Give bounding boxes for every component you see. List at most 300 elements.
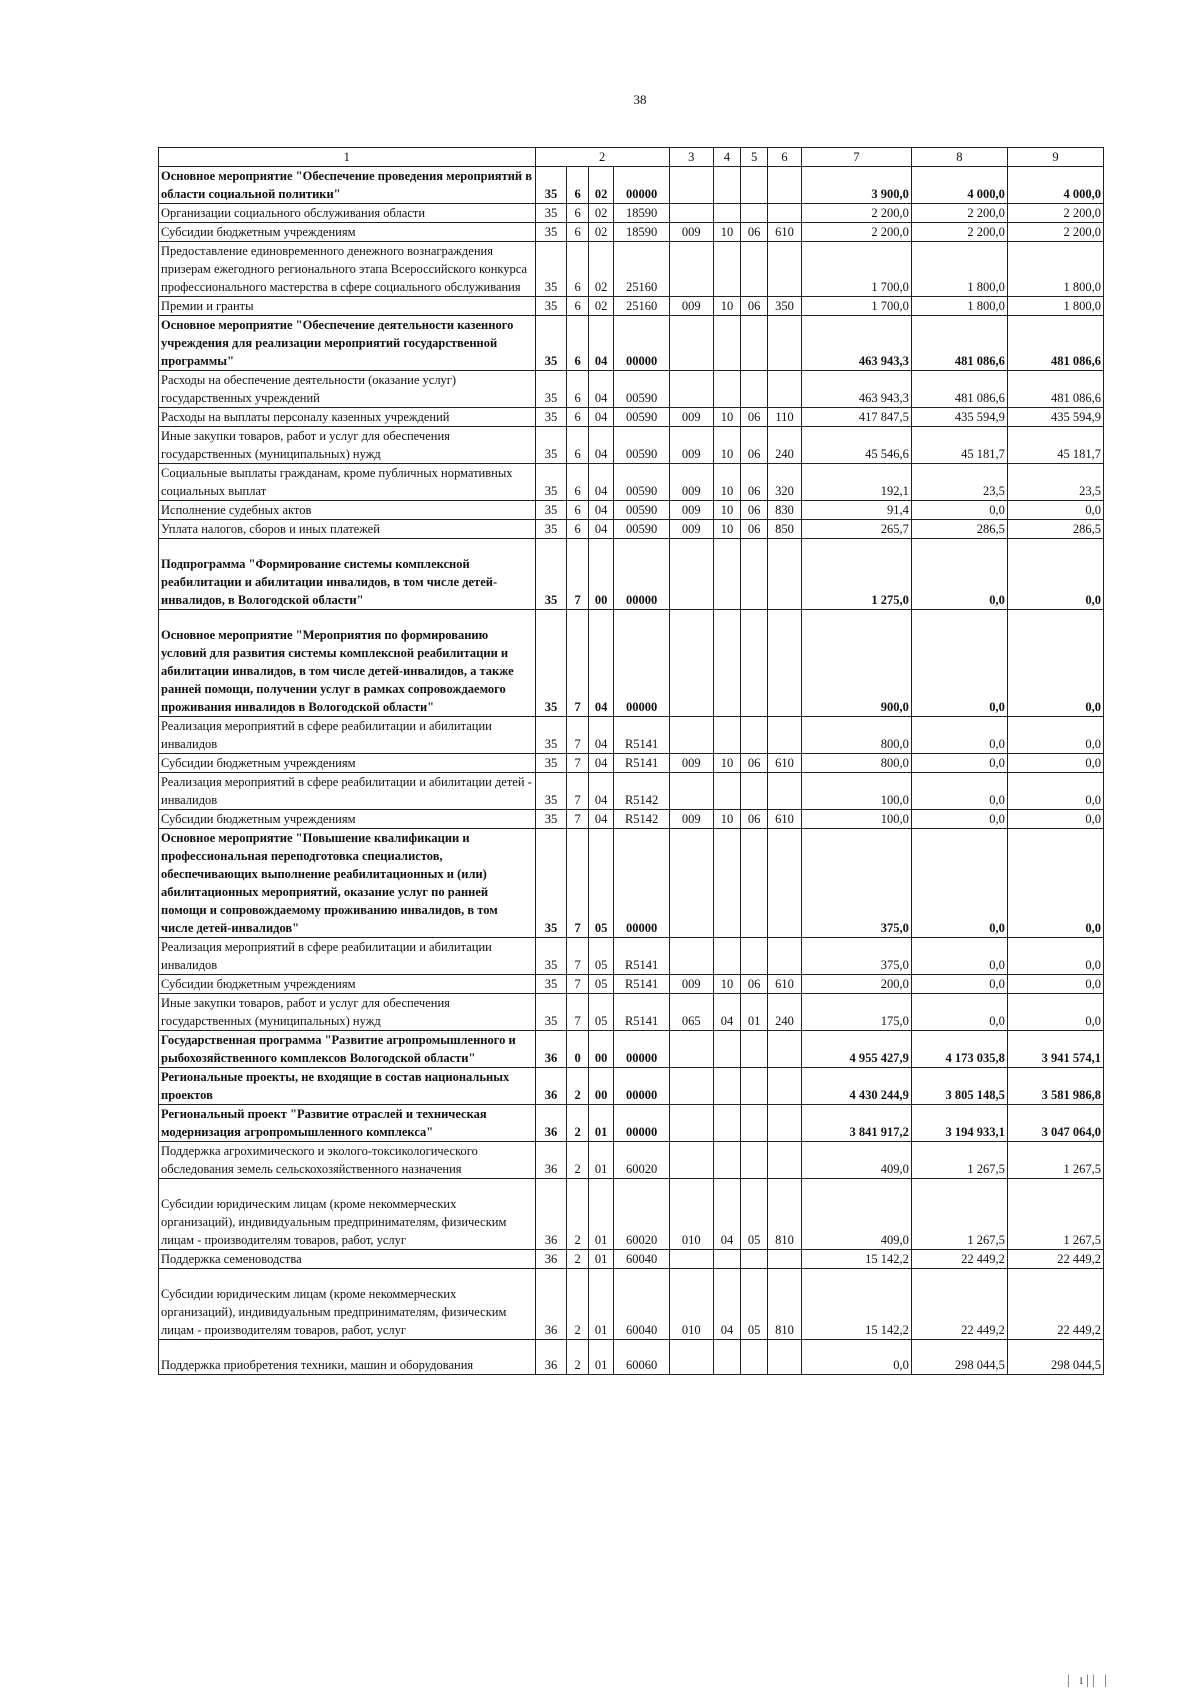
subsection-code-cell: 06 bbox=[741, 408, 768, 427]
section-code-cell: 10 bbox=[713, 810, 741, 829]
item-name-cell: Реализация мероприятий в сфере реабилитации и абилитации инвалидов bbox=[159, 717, 536, 754]
item-name-cell: Иные закупки товаров, работ и услуг для обеспечения государственных (муниципальных) нужд bbox=[159, 427, 536, 464]
subsection-code-cell bbox=[741, 204, 768, 223]
amount-col9-cell: 0,0 bbox=[1007, 938, 1103, 975]
expense-type-cell: 830 bbox=[767, 501, 801, 520]
amount-col9-cell: 0,0 bbox=[1007, 994, 1103, 1031]
item-name-cell: Субсидии юридическим лицам (кроме некоммерческих организаций), индивидуальным предпринимателям, физическим лицам - производителям товаров, работ, услуг bbox=[159, 1269, 536, 1340]
code-program-cell: 35 bbox=[535, 773, 567, 810]
expense-type-cell bbox=[767, 1105, 801, 1142]
item-name-cell: Основное мероприятие "Повышение квалификации и профессиональная переподготовка специалистов, обеспечивающих выполнение реабилитационных и (или) абилитационных мероприятий, оказание услуг по ранней помощи и сопровождаемому проживанию инвалидов, в том числе детей-инвалидов" bbox=[159, 829, 536, 938]
amount-col9-cell: 1 800,0 bbox=[1007, 297, 1103, 316]
table-row bbox=[159, 539, 1104, 610]
amount-col7-cell: 4 955 427,9 bbox=[802, 1031, 912, 1068]
amount-col8-cell: 0,0 bbox=[911, 773, 1007, 810]
code-direction-cell: 60020 bbox=[614, 1179, 669, 1250]
table-row bbox=[159, 1250, 1104, 1269]
code-program-cell: 36 bbox=[535, 1250, 567, 1269]
section-code-cell bbox=[713, 1031, 741, 1068]
item-name-cell: Государственная программа "Развитие агропромышленного и рыбохозяйственного комплексов Вологодской области" bbox=[159, 1031, 536, 1068]
section-code-cell: 10 bbox=[713, 464, 741, 501]
amount-col8-cell: 0,0 bbox=[911, 717, 1007, 754]
amount-col8-cell: 0,0 bbox=[911, 938, 1007, 975]
code-subprogram-cell: 6 bbox=[567, 316, 588, 371]
amount-col8-cell: 1 267,5 bbox=[911, 1142, 1007, 1179]
section-code-cell: 04 bbox=[713, 994, 741, 1031]
item-name-cell: Субсидии бюджетным учреждениям bbox=[159, 810, 536, 829]
amount-col8-cell: 0,0 bbox=[911, 501, 1007, 520]
code-direction-cell: 18590 bbox=[614, 204, 669, 223]
code-direction-cell: 18590 bbox=[614, 223, 669, 242]
code-direction-cell: 00000 bbox=[614, 1031, 669, 1068]
amount-col8-cell: 0,0 bbox=[911, 539, 1007, 610]
amount-col8-cell: 0,0 bbox=[911, 810, 1007, 829]
amount-col9-cell: 3 581 986,8 bbox=[1007, 1068, 1103, 1105]
code-direction-cell: 00000 bbox=[614, 316, 669, 371]
table-row bbox=[159, 223, 1104, 242]
code-direction-cell: 25160 bbox=[614, 242, 669, 297]
code-direction-cell: R5142 bbox=[614, 810, 669, 829]
expense-type-cell bbox=[767, 717, 801, 754]
amount-col7-cell: 463 943,3 bbox=[802, 371, 912, 408]
code-subprogram-cell: 6 bbox=[567, 427, 588, 464]
section-code-cell bbox=[713, 167, 741, 204]
expense-type-cell bbox=[767, 829, 801, 938]
amount-col9-cell: 3 941 574,1 bbox=[1007, 1031, 1103, 1068]
code-activity-cell: 02 bbox=[588, 167, 614, 204]
code-subprogram-cell: 7 bbox=[567, 975, 588, 994]
amount-col9-cell: 1 267,5 bbox=[1007, 1142, 1103, 1179]
expense-type-cell: 810 bbox=[767, 1179, 801, 1250]
code-program-cell: 36 bbox=[535, 1031, 567, 1068]
expense-type-cell bbox=[767, 938, 801, 975]
subsection-code-cell: 06 bbox=[741, 501, 768, 520]
code-program-cell: 35 bbox=[535, 717, 567, 754]
expense-type-cell: 610 bbox=[767, 754, 801, 773]
code-program-cell: 35 bbox=[535, 464, 567, 501]
subsection-code-cell: 06 bbox=[741, 975, 768, 994]
section-code-cell: 04 bbox=[713, 1179, 741, 1250]
code-subprogram-cell: 7 bbox=[567, 610, 588, 717]
amount-col8-cell: 1 267,5 bbox=[911, 1179, 1007, 1250]
amount-col9-cell: 4 000,0 bbox=[1007, 167, 1103, 204]
amount-col8-cell: 45 181,7 bbox=[911, 427, 1007, 464]
subsection-code-cell: 06 bbox=[741, 810, 768, 829]
item-name-cell: Расходы на обеспечение деятельности (оказание услуг) государственных учреждений bbox=[159, 371, 536, 408]
expense-type-cell bbox=[767, 167, 801, 204]
ministry-code-cell: 009 bbox=[669, 223, 713, 242]
code-subprogram-cell: 2 bbox=[567, 1142, 588, 1179]
code-subprogram-cell: 6 bbox=[567, 464, 588, 501]
table-row bbox=[159, 975, 1104, 994]
expense-type-cell bbox=[767, 1142, 801, 1179]
code-activity-cell: 04 bbox=[588, 520, 614, 539]
code-direction-cell: R5141 bbox=[614, 975, 669, 994]
code-activity-cell: 04 bbox=[588, 610, 614, 717]
code-program-cell: 36 bbox=[535, 1179, 567, 1250]
ministry-code-cell: 065 bbox=[669, 994, 713, 1031]
subsection-code-cell: 06 bbox=[741, 427, 768, 464]
amount-col9-cell: 286,5 bbox=[1007, 520, 1103, 539]
expense-type-cell: 240 bbox=[767, 427, 801, 464]
ministry-code-cell bbox=[669, 938, 713, 975]
code-activity-cell: 04 bbox=[588, 810, 614, 829]
amount-col9-cell: 0,0 bbox=[1007, 717, 1103, 754]
amount-col7-cell: 409,0 bbox=[802, 1142, 912, 1179]
code-subprogram-cell: 6 bbox=[567, 204, 588, 223]
table-row bbox=[159, 810, 1104, 829]
subsection-code-cell bbox=[741, 167, 768, 204]
amount-col8-cell: 0,0 bbox=[911, 994, 1007, 1031]
subsection-code-cell bbox=[741, 1340, 768, 1375]
code-program-cell: 35 bbox=[535, 427, 567, 464]
amount-col7-cell: 417 847,5 bbox=[802, 408, 912, 427]
amount-col9-cell: 0,0 bbox=[1007, 610, 1103, 717]
amount-col8-cell: 22 449,2 bbox=[911, 1250, 1007, 1269]
section-code-cell: 10 bbox=[713, 297, 741, 316]
header-row bbox=[159, 148, 1104, 167]
code-direction-cell: 25160 bbox=[614, 297, 669, 316]
code-direction-cell: 60040 bbox=[614, 1269, 669, 1340]
amount-col9-cell: 298 044,5 bbox=[1007, 1340, 1103, 1375]
column-header: 8 bbox=[911, 148, 1007, 167]
amount-col9-cell: 22 449,2 bbox=[1007, 1269, 1103, 1340]
amount-col9-cell: 0,0 bbox=[1007, 829, 1103, 938]
item-name-cell: Региональный проект "Развитие отраслей и техническая модернизация агропромышленного комплекса" bbox=[159, 1105, 536, 1142]
code-program-cell: 35 bbox=[535, 810, 567, 829]
subsection-code-cell bbox=[741, 1105, 768, 1142]
code-subprogram-cell: 7 bbox=[567, 994, 588, 1031]
code-program-cell: 35 bbox=[535, 297, 567, 316]
ministry-code-cell bbox=[669, 316, 713, 371]
ministry-code-cell: 010 bbox=[669, 1179, 713, 1250]
code-activity-cell: 01 bbox=[588, 1250, 614, 1269]
code-direction-cell: 00000 bbox=[614, 167, 669, 204]
amount-col7-cell: 15 142,2 bbox=[802, 1269, 912, 1340]
expense-type-cell bbox=[767, 242, 801, 297]
code-direction-cell: 00590 bbox=[614, 408, 669, 427]
section-code-cell bbox=[713, 773, 741, 810]
code-program-cell: 35 bbox=[535, 610, 567, 717]
item-name-cell: Субсидии бюджетным учреждениям bbox=[159, 975, 536, 994]
ministry-code-cell bbox=[669, 1340, 713, 1375]
amount-col8-cell: 0,0 bbox=[911, 829, 1007, 938]
subsection-code-cell bbox=[741, 717, 768, 754]
amount-col9-cell: 481 086,6 bbox=[1007, 316, 1103, 371]
section-code-cell: 10 bbox=[713, 223, 741, 242]
column-header: 9 bbox=[1007, 148, 1103, 167]
amount-col7-cell: 100,0 bbox=[802, 810, 912, 829]
item-name-cell: Субсидии бюджетным учреждениям bbox=[159, 223, 536, 242]
amount-col9-cell: 0,0 bbox=[1007, 810, 1103, 829]
amount-col7-cell: 265,7 bbox=[802, 520, 912, 539]
amount-col9-cell: 1 267,5 bbox=[1007, 1179, 1103, 1250]
amount-col7-cell: 409,0 bbox=[802, 1179, 912, 1250]
code-subprogram-cell: 7 bbox=[567, 810, 588, 829]
subsection-code-cell bbox=[741, 242, 768, 297]
amount-col7-cell: 3 900,0 bbox=[802, 167, 912, 204]
code-subprogram-cell: 6 bbox=[567, 520, 588, 539]
amount-col9-cell: 23,5 bbox=[1007, 464, 1103, 501]
expense-type-cell bbox=[767, 1068, 801, 1105]
code-activity-cell: 04 bbox=[588, 717, 614, 754]
amount-col9-cell: 22 449,2 bbox=[1007, 1250, 1103, 1269]
ministry-code-cell bbox=[669, 717, 713, 754]
table-row bbox=[159, 520, 1104, 539]
amount-col8-cell: 1 800,0 bbox=[911, 242, 1007, 297]
code-activity-cell: 05 bbox=[588, 975, 614, 994]
code-subprogram-cell: 6 bbox=[567, 501, 588, 520]
item-name-cell: Предоставление единовременного денежного вознаграждения призерам ежегодного регионального этапа Всероссийского конкурса профессионального мастерства в сфере социального обслуживания bbox=[159, 242, 536, 297]
ministry-code-cell bbox=[669, 1105, 713, 1142]
section-code-cell: 04 bbox=[713, 1269, 741, 1340]
ministry-code-cell: 009 bbox=[669, 754, 713, 773]
subsection-code-cell bbox=[741, 773, 768, 810]
table-row bbox=[159, 408, 1104, 427]
column-header: 7 bbox=[802, 148, 912, 167]
code-direction-cell: R5141 bbox=[614, 994, 669, 1031]
code-program-cell: 35 bbox=[535, 829, 567, 938]
item-name-cell: Исполнение судебных актов bbox=[159, 501, 536, 520]
subsection-code-cell: 06 bbox=[741, 520, 768, 539]
table-row bbox=[159, 829, 1104, 938]
expense-type-cell bbox=[767, 316, 801, 371]
amount-col8-cell: 0,0 bbox=[911, 754, 1007, 773]
column-header: 3 bbox=[669, 148, 713, 167]
section-code-cell: 10 bbox=[713, 501, 741, 520]
ministry-code-cell bbox=[669, 610, 713, 717]
code-program-cell: 35 bbox=[535, 316, 567, 371]
ministry-code-cell: 010 bbox=[669, 1269, 713, 1340]
code-program-cell: 35 bbox=[535, 501, 567, 520]
amount-col8-cell: 435 594,9 bbox=[911, 408, 1007, 427]
amount-col8-cell: 3 805 148,5 bbox=[911, 1068, 1007, 1105]
ministry-code-cell bbox=[669, 242, 713, 297]
code-direction-cell: 00000 bbox=[614, 610, 669, 717]
amount-col7-cell: 4 430 244,9 bbox=[802, 1068, 912, 1105]
item-name-cell: Основное мероприятие "Обеспечение проведения мероприятий в области социальной политики" bbox=[159, 167, 536, 204]
subsection-code-cell bbox=[741, 1068, 768, 1105]
item-name-cell: Поддержка агрохимического и эколого-токсикологического обследования земель сельскохозяйственного назначения bbox=[159, 1142, 536, 1179]
amount-col8-cell: 2 200,0 bbox=[911, 223, 1007, 242]
expense-type-cell: 350 bbox=[767, 297, 801, 316]
column-header: 2 bbox=[535, 148, 669, 167]
code-direction-cell: 60020 bbox=[614, 1142, 669, 1179]
code-activity-cell: 01 bbox=[588, 1269, 614, 1340]
ministry-code-cell bbox=[669, 167, 713, 204]
section-code-cell bbox=[713, 242, 741, 297]
section-code-cell: 10 bbox=[713, 520, 741, 539]
amount-col7-cell: 900,0 bbox=[802, 610, 912, 717]
amount-col9-cell: 0,0 bbox=[1007, 975, 1103, 994]
code-activity-cell: 04 bbox=[588, 754, 614, 773]
expense-type-cell: 850 bbox=[767, 520, 801, 539]
code-activity-cell: 02 bbox=[588, 223, 614, 242]
code-direction-cell: 00000 bbox=[614, 539, 669, 610]
amount-col8-cell: 4 173 035,8 bbox=[911, 1031, 1007, 1068]
code-program-cell: 35 bbox=[535, 204, 567, 223]
ministry-code-cell bbox=[669, 773, 713, 810]
section-code-cell bbox=[713, 829, 741, 938]
expense-type-cell: 610 bbox=[767, 975, 801, 994]
item-name-cell: Уплата налогов, сборов и иных платежей bbox=[159, 520, 536, 539]
table-row bbox=[159, 464, 1104, 501]
column-header: 1 bbox=[159, 148, 536, 167]
amount-col7-cell: 0,0 bbox=[802, 1340, 912, 1375]
expense-type-cell: 610 bbox=[767, 223, 801, 242]
ministry-code-cell bbox=[669, 1068, 713, 1105]
subsection-code-cell: 06 bbox=[741, 464, 768, 501]
amount-col9-cell: 0,0 bbox=[1007, 754, 1103, 773]
amount-col7-cell: 200,0 bbox=[802, 975, 912, 994]
amount-col7-cell: 15 142,2 bbox=[802, 1250, 912, 1269]
ministry-code-cell: 009 bbox=[669, 464, 713, 501]
ministry-code-cell: 009 bbox=[669, 501, 713, 520]
scan-marks: | ı|| | bbox=[1066, 1673, 1110, 1688]
expense-type-cell: 110 bbox=[767, 408, 801, 427]
code-subprogram-cell: 7 bbox=[567, 717, 588, 754]
code-activity-cell: 01 bbox=[588, 1105, 614, 1142]
code-program-cell: 35 bbox=[535, 520, 567, 539]
section-code-cell bbox=[713, 1068, 741, 1105]
amount-col8-cell: 0,0 bbox=[911, 975, 1007, 994]
code-activity-cell: 02 bbox=[588, 297, 614, 316]
code-direction-cell: R5142 bbox=[614, 773, 669, 810]
section-code-cell: 10 bbox=[713, 408, 741, 427]
subsection-code-cell bbox=[741, 610, 768, 717]
section-code-cell bbox=[713, 1142, 741, 1179]
code-direction-cell: 00590 bbox=[614, 520, 669, 539]
code-direction-cell: 00590 bbox=[614, 464, 669, 501]
section-code-cell bbox=[713, 1250, 741, 1269]
amount-col7-cell: 192,1 bbox=[802, 464, 912, 501]
table-row bbox=[159, 1142, 1104, 1179]
ministry-code-cell bbox=[669, 829, 713, 938]
code-direction-cell: 00000 bbox=[614, 1105, 669, 1142]
code-program-cell: 35 bbox=[535, 167, 567, 204]
amount-col7-cell: 1 700,0 bbox=[802, 297, 912, 316]
table-row bbox=[159, 427, 1104, 464]
code-subprogram-cell: 7 bbox=[567, 773, 588, 810]
page-number: 38 bbox=[633, 92, 647, 107]
code-activity-cell: 04 bbox=[588, 408, 614, 427]
code-subprogram-cell: 2 bbox=[567, 1179, 588, 1250]
subsection-code-cell: 06 bbox=[741, 754, 768, 773]
code-subprogram-cell: 2 bbox=[567, 1250, 588, 1269]
subsection-code-cell bbox=[741, 316, 768, 371]
expense-type-cell: 610 bbox=[767, 810, 801, 829]
expense-type-cell bbox=[767, 1250, 801, 1269]
amount-col8-cell: 1 800,0 bbox=[911, 297, 1007, 316]
item-name-cell: Реализация мероприятий в сфере реабилитации и абилитации детей - инвалидов bbox=[159, 773, 536, 810]
amount-col7-cell: 91,4 bbox=[802, 501, 912, 520]
code-subprogram-cell: 2 bbox=[567, 1340, 588, 1375]
code-program-cell: 36 bbox=[535, 1105, 567, 1142]
code-program-cell: 36 bbox=[535, 1340, 567, 1375]
expense-type-cell: 320 bbox=[767, 464, 801, 501]
amount-col9-cell: 3 047 064,0 bbox=[1007, 1105, 1103, 1142]
code-program-cell: 35 bbox=[535, 975, 567, 994]
amount-col9-cell: 2 200,0 bbox=[1007, 204, 1103, 223]
subsection-code-cell bbox=[741, 938, 768, 975]
code-program-cell: 35 bbox=[535, 371, 567, 408]
code-direction-cell: 60040 bbox=[614, 1250, 669, 1269]
amount-col7-cell: 3 841 917,2 bbox=[802, 1105, 912, 1142]
code-direction-cell: 00590 bbox=[614, 427, 669, 464]
amount-col8-cell: 4 000,0 bbox=[911, 167, 1007, 204]
section-code-cell bbox=[713, 717, 741, 754]
amount-col7-cell: 2 200,0 bbox=[802, 204, 912, 223]
code-program-cell: 35 bbox=[535, 754, 567, 773]
amount-col9-cell: 45 181,7 bbox=[1007, 427, 1103, 464]
amount-col8-cell: 3 194 933,1 bbox=[911, 1105, 1007, 1142]
expense-type-cell bbox=[767, 204, 801, 223]
table-row bbox=[159, 167, 1104, 204]
expense-type-cell: 810 bbox=[767, 1269, 801, 1340]
amount-col7-cell: 800,0 bbox=[802, 754, 912, 773]
code-activity-cell: 01 bbox=[588, 1142, 614, 1179]
code-activity-cell: 02 bbox=[588, 204, 614, 223]
ministry-code-cell bbox=[669, 204, 713, 223]
table-row bbox=[159, 1269, 1104, 1340]
amount-col9-cell: 0,0 bbox=[1007, 773, 1103, 810]
table-row bbox=[159, 204, 1104, 223]
code-subprogram-cell: 7 bbox=[567, 829, 588, 938]
ministry-code-cell bbox=[669, 1031, 713, 1068]
code-activity-cell: 01 bbox=[588, 1340, 614, 1375]
expense-type-cell bbox=[767, 371, 801, 408]
amount-col7-cell: 800,0 bbox=[802, 717, 912, 754]
table-row bbox=[159, 297, 1104, 316]
code-activity-cell: 00 bbox=[588, 539, 614, 610]
amount-col9-cell: 435 594,9 bbox=[1007, 408, 1103, 427]
code-subprogram-cell: 7 bbox=[567, 938, 588, 975]
item-name-cell: Социальные выплаты гражданам, кроме публичных нормативных социальных выплат bbox=[159, 464, 536, 501]
amount-col9-cell: 0,0 bbox=[1007, 539, 1103, 610]
amount-col7-cell: 375,0 bbox=[802, 938, 912, 975]
ministry-code-cell bbox=[669, 539, 713, 610]
subsection-code-cell bbox=[741, 829, 768, 938]
code-activity-cell: 04 bbox=[588, 371, 614, 408]
code-activity-cell: 00 bbox=[588, 1031, 614, 1068]
table-row bbox=[159, 754, 1104, 773]
table-row bbox=[159, 610, 1104, 717]
ministry-code-cell: 009 bbox=[669, 810, 713, 829]
ministry-code-cell bbox=[669, 1250, 713, 1269]
code-subprogram-cell: 6 bbox=[567, 167, 588, 204]
code-program-cell: 35 bbox=[535, 938, 567, 975]
section-code-cell bbox=[713, 316, 741, 371]
code-subprogram-cell: 7 bbox=[567, 539, 588, 610]
code-program-cell: 35 bbox=[535, 242, 567, 297]
column-header: 6 bbox=[767, 148, 801, 167]
section-code-cell: 10 bbox=[713, 427, 741, 464]
item-name-cell: Расходы на выплаты персоналу казенных учреждений bbox=[159, 408, 536, 427]
subsection-code-cell: 06 bbox=[741, 223, 768, 242]
ministry-code-cell bbox=[669, 371, 713, 408]
ministry-code-cell: 009 bbox=[669, 408, 713, 427]
ministry-code-cell: 009 bbox=[669, 427, 713, 464]
table-row bbox=[159, 501, 1104, 520]
expense-type-cell bbox=[767, 1031, 801, 1068]
code-activity-cell: 04 bbox=[588, 427, 614, 464]
item-name-cell: Поддержка семеноводства bbox=[159, 1250, 536, 1269]
amount-col9-cell: 0,0 bbox=[1007, 501, 1103, 520]
code-program-cell: 35 bbox=[535, 408, 567, 427]
section-code-cell bbox=[713, 610, 741, 717]
amount-col7-cell: 2 200,0 bbox=[802, 223, 912, 242]
amount-col8-cell: 481 086,6 bbox=[911, 316, 1007, 371]
